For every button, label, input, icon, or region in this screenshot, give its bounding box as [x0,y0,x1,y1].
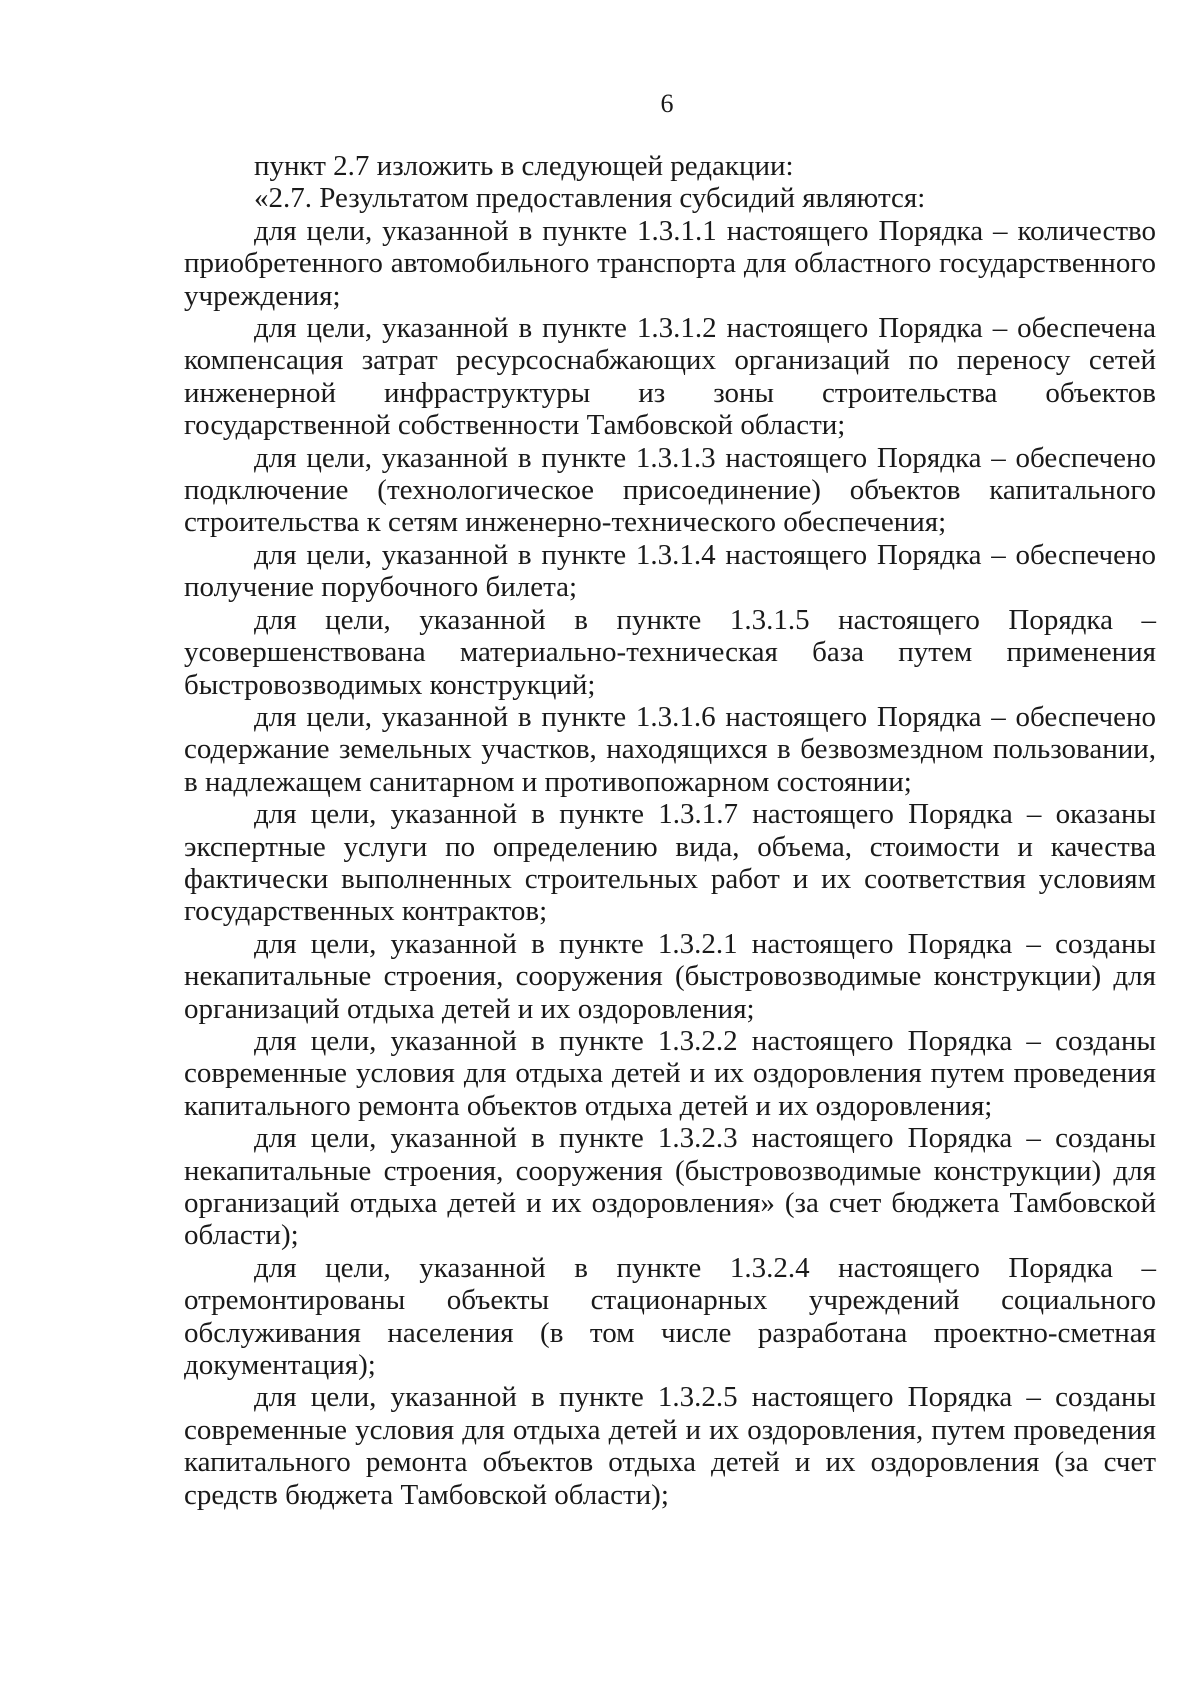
paragraph-item: для цели, указанной в пункте 1.3.1.4 настоящего Порядка – обеспечено получение порубочного билета; [184,538,1156,604]
paragraph-item: для цели, указанной в пункте 1.3.1.6 настоящего Порядка – обеспечено содержание земельных участков, находящихся в безвозмездном пользовании, в надлежащем санитарном и противопожарном состоянии; [184,700,1156,798]
paragraph-item: для цели, указанной в пункте 1.3.1.5 настоящего Порядка – усовершенствована материально-техническая база путем применения быстровозводимых конструкций; [184,603,1156,701]
paragraph-item: для цели, указанной в пункте 1.3.2.5 настоящего Порядка – созданы современные условия для отдыха детей и их оздоровления, путем проведения капитального ремонта объектов отдыха детей и их оздоровления (за счет средств бюджета Тамбовской области); [184,1381,1156,1511]
paragraph-intro: пункт 2.7 изложить в следующей редакции: [254,150,794,182]
document-body [184,150,1156,1511]
paragraph-item: для цели, указанной в пункте 1.3.1.3 настоящего Порядка – обеспечено подключение (технологическое присоединение) объектов капитального строительства к сетям инженерно-технического обеспечения; [184,441,1156,539]
page-number: 6 [660,89,674,118]
paragraph-item: для цели, указанной в пункте 1.3.2.2 настоящего Порядка – созданы современные условия для отдыха детей и их оздоровления путем проведения капитального ремонта объектов отдыха детей и их оздоровления; [184,1024,1156,1122]
paragraph-item: для цели, указанной в пункте 1.3.1.1 настоящего Порядка – количество приобретенного автомобильного транспорта для областного государственного учреждения; [184,214,1156,312]
paragraph-item: для цели, указанной в пункте 1.3.2.3 настоящего Порядка – созданы некапитальные строения, сооружения (быстровозводимые конструкции) для организаций отдыха детей и их оздоровления» (за счет бюджета Тамбовской области); [184,1122,1156,1252]
paragraph-heading: «2.7. Результатом предоставления субсидий являются: [254,182,926,215]
paragraph-item: для цели, указанной в пункте 1.3.2.1 настоящего Порядка – созданы некапитальные строения, сооружения (быстровозводимые конструкции) для организаций отдыха детей и их оздоровления; [184,927,1156,1025]
paragraph-item: для цели, указанной в пункте 1.3.1.2 настоящего Порядка – обеспечена компенсация затрат ресурсоснабжающих организаций по переносу сетей инженерной инфраструктуры из зоны строительства объектов государственной собственности Тамбовской области; [184,312,1156,442]
paragraph-item: для цели, указанной в пункте 1.3.1.7 настоящего Порядка – оказаны экспертные услуги по определению вида, объема, стоимости и качества фактически выполненных строительных работ и их соответствия условиям государственных контрактов; [184,798,1156,928]
paragraph-item: для цели, указанной в пункте 1.3.2.4 настоящего Порядка – отремонтированы объекты стационарных учреждений социального обслуживания населения (в том числе разработана проектно-сметная документация); [184,1251,1156,1382]
